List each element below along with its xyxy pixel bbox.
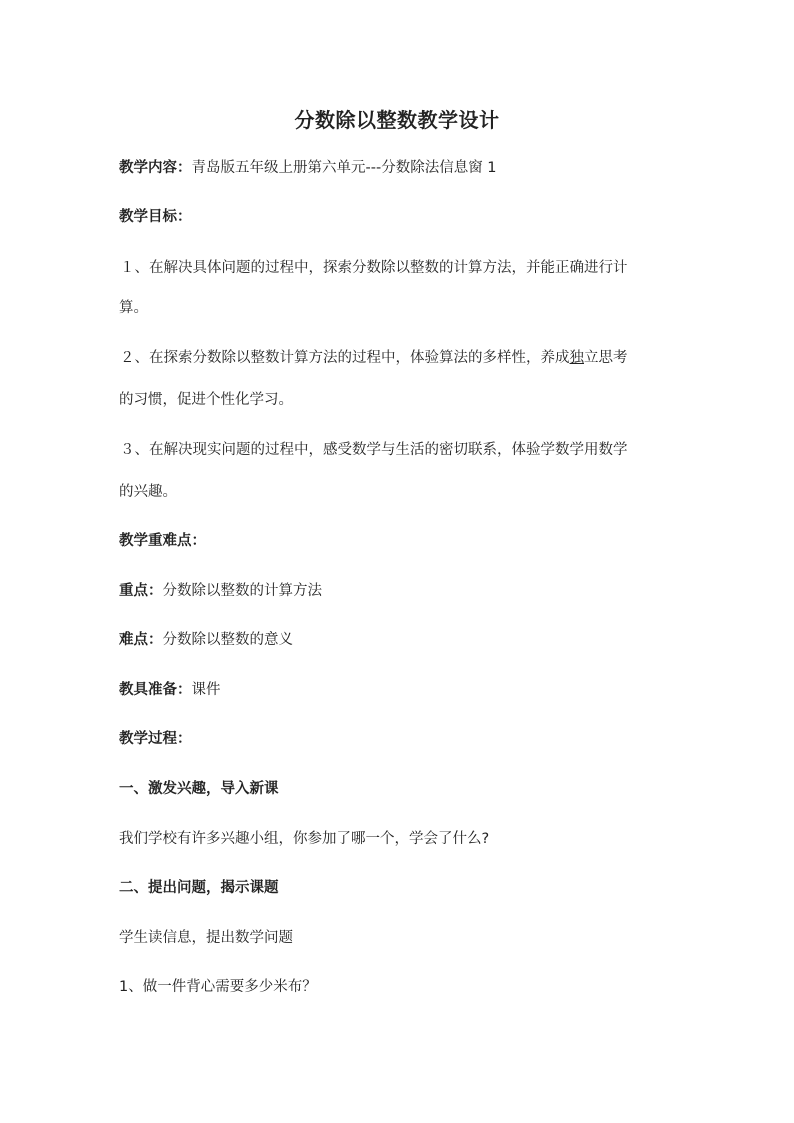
objective-2-underlined-char: 独 (569, 350, 584, 366)
focus-label: 重点： (119, 583, 163, 599)
difficulty-label: 难点： (119, 632, 163, 648)
focus-value: 分数除以整数的计算方法 (162, 583, 322, 599)
objective-2-text-b: 立思考 (584, 350, 628, 366)
teaching-content-label: 教学内容： (119, 160, 192, 176)
section-1-heading: 一、激发兴趣，导入新课 (119, 781, 279, 797)
section-1-text: 我们学校有许多兴趣小组，你参加了哪一个，学会了什么? (119, 831, 490, 847)
document-title: 分数除以整数教学设计 (294, 108, 500, 132)
objective-2-text-a: ２、在探索分数除以整数计算方法的过程中，体验算法的多样性，养成 (120, 350, 570, 366)
objective-2-line-2: 的习惯，促进个性化学习。 (119, 392, 293, 408)
section-2-text: 学生读信息，提出数学问题 (119, 930, 293, 946)
difficulty-value: 分数除以整数的意义 (162, 632, 293, 648)
objective-2-line-1 (120, 348, 680, 368)
section-2-heading: 二、提出问题，揭示课题 (119, 880, 279, 896)
materials-label: 教具准备： (119, 682, 192, 698)
difficulty-line (119, 630, 679, 650)
objective-1-line-2: 算。 (119, 300, 148, 316)
question-1: 1、做一件背心需要多少米布？ (119, 979, 317, 995)
teaching-process-heading: 教学过程： (119, 731, 192, 747)
teaching-content-line (119, 158, 679, 178)
materials-line (119, 680, 679, 700)
materials-value: 课件 (191, 682, 221, 698)
key-points-heading: 教学重难点： (119, 533, 206, 549)
objective-3-line-2: 的兴趣。 (119, 484, 177, 500)
objective-3-line-1: ３、在解决现实问题的过程中，感受数学与生活的密切联系，体验学数学用数学 (120, 442, 628, 458)
teaching-content-value: 青岛版五年级上册第六单元---分数除法信息窗 1 (191, 160, 497, 176)
teaching-objectives-heading: 教学目标： (119, 209, 192, 225)
objective-1-line-1: １、在解决具体问题的过程中，探索分数除以整数的计算方法，并能正确进行计 (120, 260, 628, 276)
focus-line (119, 581, 679, 601)
